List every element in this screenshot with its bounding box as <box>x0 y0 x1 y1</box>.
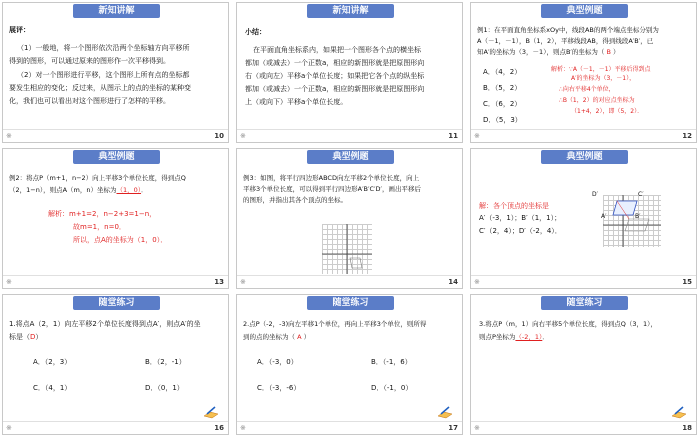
slide-number: 11 <box>448 132 458 140</box>
slide-number: 16 <box>214 424 224 432</box>
slide-text: 则点P坐标为 <box>479 333 516 341</box>
slide-text: 右（或向左）平移a个单位长度；如果把它各个点的纵坐标 <box>245 72 425 80</box>
slide-11-thumbnail[interactable] <box>236 2 463 143</box>
solution-line: 解析：∵A（－1，－1）平移后得到点 <box>551 66 651 73</box>
slide-number: 13 <box>214 278 224 286</box>
slide-text: 展评： <box>9 26 30 34</box>
solution-line: 所以，点A的坐标为（1，0）． <box>73 236 168 244</box>
slide-14-thumbnail[interactable] <box>236 148 463 289</box>
footer-mark: ※ <box>240 132 246 140</box>
slide-text: A′（-3，1）；B′（1，1）； <box>479 214 562 222</box>
footer-mark: ※ <box>474 278 480 286</box>
pencil-book-icon <box>437 405 453 419</box>
solution-line: 解析：m+1=2，n−2+3=1−n， <box>48 210 157 218</box>
slide-number: 15 <box>682 278 692 286</box>
slide-text: 都加（或减去）一个正数a，相应的新图形就是把原图形向 <box>245 85 425 93</box>
slide-13-thumbnail[interactable] <box>2 148 229 289</box>
vertex-label: A′ <box>601 213 607 220</box>
footer-mark: ※ <box>6 278 12 286</box>
slide-text: 平移3个单位长度，可以得到平行四边形A′B′C′D′，画出平移后 <box>243 185 421 193</box>
slide-text: 2.点P（-2，-3)向左平移1个单位，再向上平移3个单位，则所得 <box>243 320 427 328</box>
slide-10-thumbnail[interactable] <box>2 2 229 143</box>
slide-text: ） <box>613 48 620 56</box>
vertex-label: D′ <box>592 191 598 198</box>
slide-title: 典型例题 <box>541 4 628 18</box>
vertex-label: C′ <box>638 191 644 198</box>
slide-text: 例2：将点P（m+1，n−2）向上平移3个单位长度，得到点Q <box>9 174 186 182</box>
slide-text: A（－1，－1），B（1，2），平移线段AB，得到线段A′B′，已 <box>477 37 654 45</box>
option-a: A．（-3，0） <box>257 358 298 366</box>
slide-number: 14 <box>448 278 458 286</box>
footer-mark: ※ <box>6 424 12 432</box>
slide-text: 化，我们也可以看出对这个图形进行了怎样的平移。 <box>9 97 170 105</box>
option-c: C．（6，2） <box>483 100 522 108</box>
option-b: B．（5，2） <box>483 84 522 92</box>
footer-mark: ※ <box>474 424 480 432</box>
slide-text: 小结： <box>245 28 266 36</box>
slide-text: 都加（或减去）一个正数a，相应的新图形就是把原图形向 <box>245 59 425 67</box>
option-d: D．（5，3） <box>483 116 522 124</box>
slide-title: 随堂练习 <box>73 296 160 310</box>
slide-text: 标是（ <box>9 333 30 341</box>
solution-line: 故m=1，n=0． <box>73 223 126 231</box>
slide-18-thumbnail[interactable] <box>470 294 697 435</box>
pencil-book-icon <box>671 405 687 419</box>
slide-text: 上（或向下）平移a个单位长度。 <box>245 98 348 106</box>
slide-12-thumbnail[interactable] <box>470 2 697 143</box>
slide-17-thumbnail[interactable] <box>236 294 463 435</box>
slide-number: 17 <box>448 424 458 432</box>
answer-text: （1，0） <box>116 186 142 194</box>
slide-text: 例3：如图，将平行四边形ABCD向左平移2个单位长度，向上 <box>243 174 420 182</box>
slide-title: 典型例题 <box>73 150 160 164</box>
slide-text: 知A′的坐标为（3，－1），则点B′的坐标为（ <box>477 48 605 56</box>
vertex-label: B′ <box>635 213 641 220</box>
slide-title: 典型例题 <box>541 150 628 164</box>
slide-title: 典型例题 <box>307 150 394 164</box>
slide-15-thumbnail[interactable] <box>470 148 697 289</box>
slide-number: 18 <box>682 424 692 432</box>
answer-text: D <box>30 333 36 341</box>
slide-title: 新知讲解 <box>307 4 394 18</box>
pencil-book-icon <box>203 405 219 419</box>
slide-text: 得到的图形，可以通过原来的图形作一次平移得到。 <box>9 57 170 65</box>
footer-mark: ※ <box>240 424 246 432</box>
option-c: C．（-3，-6） <box>257 384 301 392</box>
slide-title: 随堂练习 <box>307 296 394 310</box>
slide-text: ． <box>141 186 148 194</box>
slide-text: 到的点的坐标为（ <box>243 333 295 341</box>
slide-title: 随堂练习 <box>541 296 628 310</box>
slide-text: C′（2，4）；D′（-2，4）． <box>479 227 562 235</box>
slide-number: 10 <box>214 132 224 140</box>
slide-text: （2，1−n），则点A（m，n）坐标为 <box>9 186 117 194</box>
slide-text: 在平面直角坐标系内，如果把一个图形各个点的横坐标 <box>253 46 421 54</box>
solution-line: （1+4，2），即（5，2）． <box>571 108 644 115</box>
coordinate-grid <box>322 224 372 274</box>
slide-text: 要发生相应的变化；反过来，从图示上的点的坐标的某种变 <box>9 84 191 92</box>
coordinate-grid <box>592 191 661 247</box>
option-c: C．（4，1） <box>33 384 72 392</box>
answer-text: A <box>297 333 302 341</box>
option-a: A．（2，3） <box>33 358 72 366</box>
slide-title: 新知讲解 <box>73 4 160 18</box>
slide-text: ） <box>35 333 43 341</box>
answer-text: （-2，1） <box>515 333 543 341</box>
slide-16-thumbnail[interactable] <box>2 294 229 435</box>
slide-text: 1.将点A（2，1）向左平移2个单位长度得到点A′，则点A′的坐 <box>9 320 201 328</box>
translation-figure <box>603 195 661 247</box>
slide-text: 例1：在平面直角坐标系xOy中，线段AB的两个端点坐标分别为 <box>477 26 659 34</box>
option-d: D．（-1，0） <box>371 384 413 392</box>
answer-text: B <box>606 48 611 56</box>
solution-line: ∴向右平移4个单位， <box>559 86 615 93</box>
slide-text: 的图形，并指出其各个顶点的坐标。 <box>243 196 347 204</box>
footer-mark: ※ <box>240 278 246 286</box>
solution-line: ∴B（1，2）的对应点坐标为 <box>559 97 635 104</box>
slide-text: ． <box>542 333 549 341</box>
solution-line: A′的坐标为（3，－1）， <box>571 75 636 82</box>
footer-mark: ※ <box>6 132 12 140</box>
slide-number: 12 <box>682 132 692 140</box>
option-b: B．（-1，6） <box>371 358 412 366</box>
option-d: D．（0，1） <box>145 384 184 392</box>
slide-text: （2）对一个图形进行平移，这个图形上所有点的坐标都 <box>17 71 190 79</box>
slide-text: 解：各个顶点的坐标是 <box>479 202 549 210</box>
slide-text: （1）一般地，将一个图形依次沿两个坐标轴方向平移所 <box>17 44 190 52</box>
footer-mark: ※ <box>474 132 480 140</box>
axes-figure <box>322 224 372 274</box>
slide-text: ） <box>303 333 311 341</box>
option-a: A．（4，2） <box>483 68 522 76</box>
slide-text: 3.将点P（m，1）向右平移5个单位长度，得到点Q（3，1）， <box>479 320 657 328</box>
option-b: B．（2，-1） <box>145 358 186 366</box>
